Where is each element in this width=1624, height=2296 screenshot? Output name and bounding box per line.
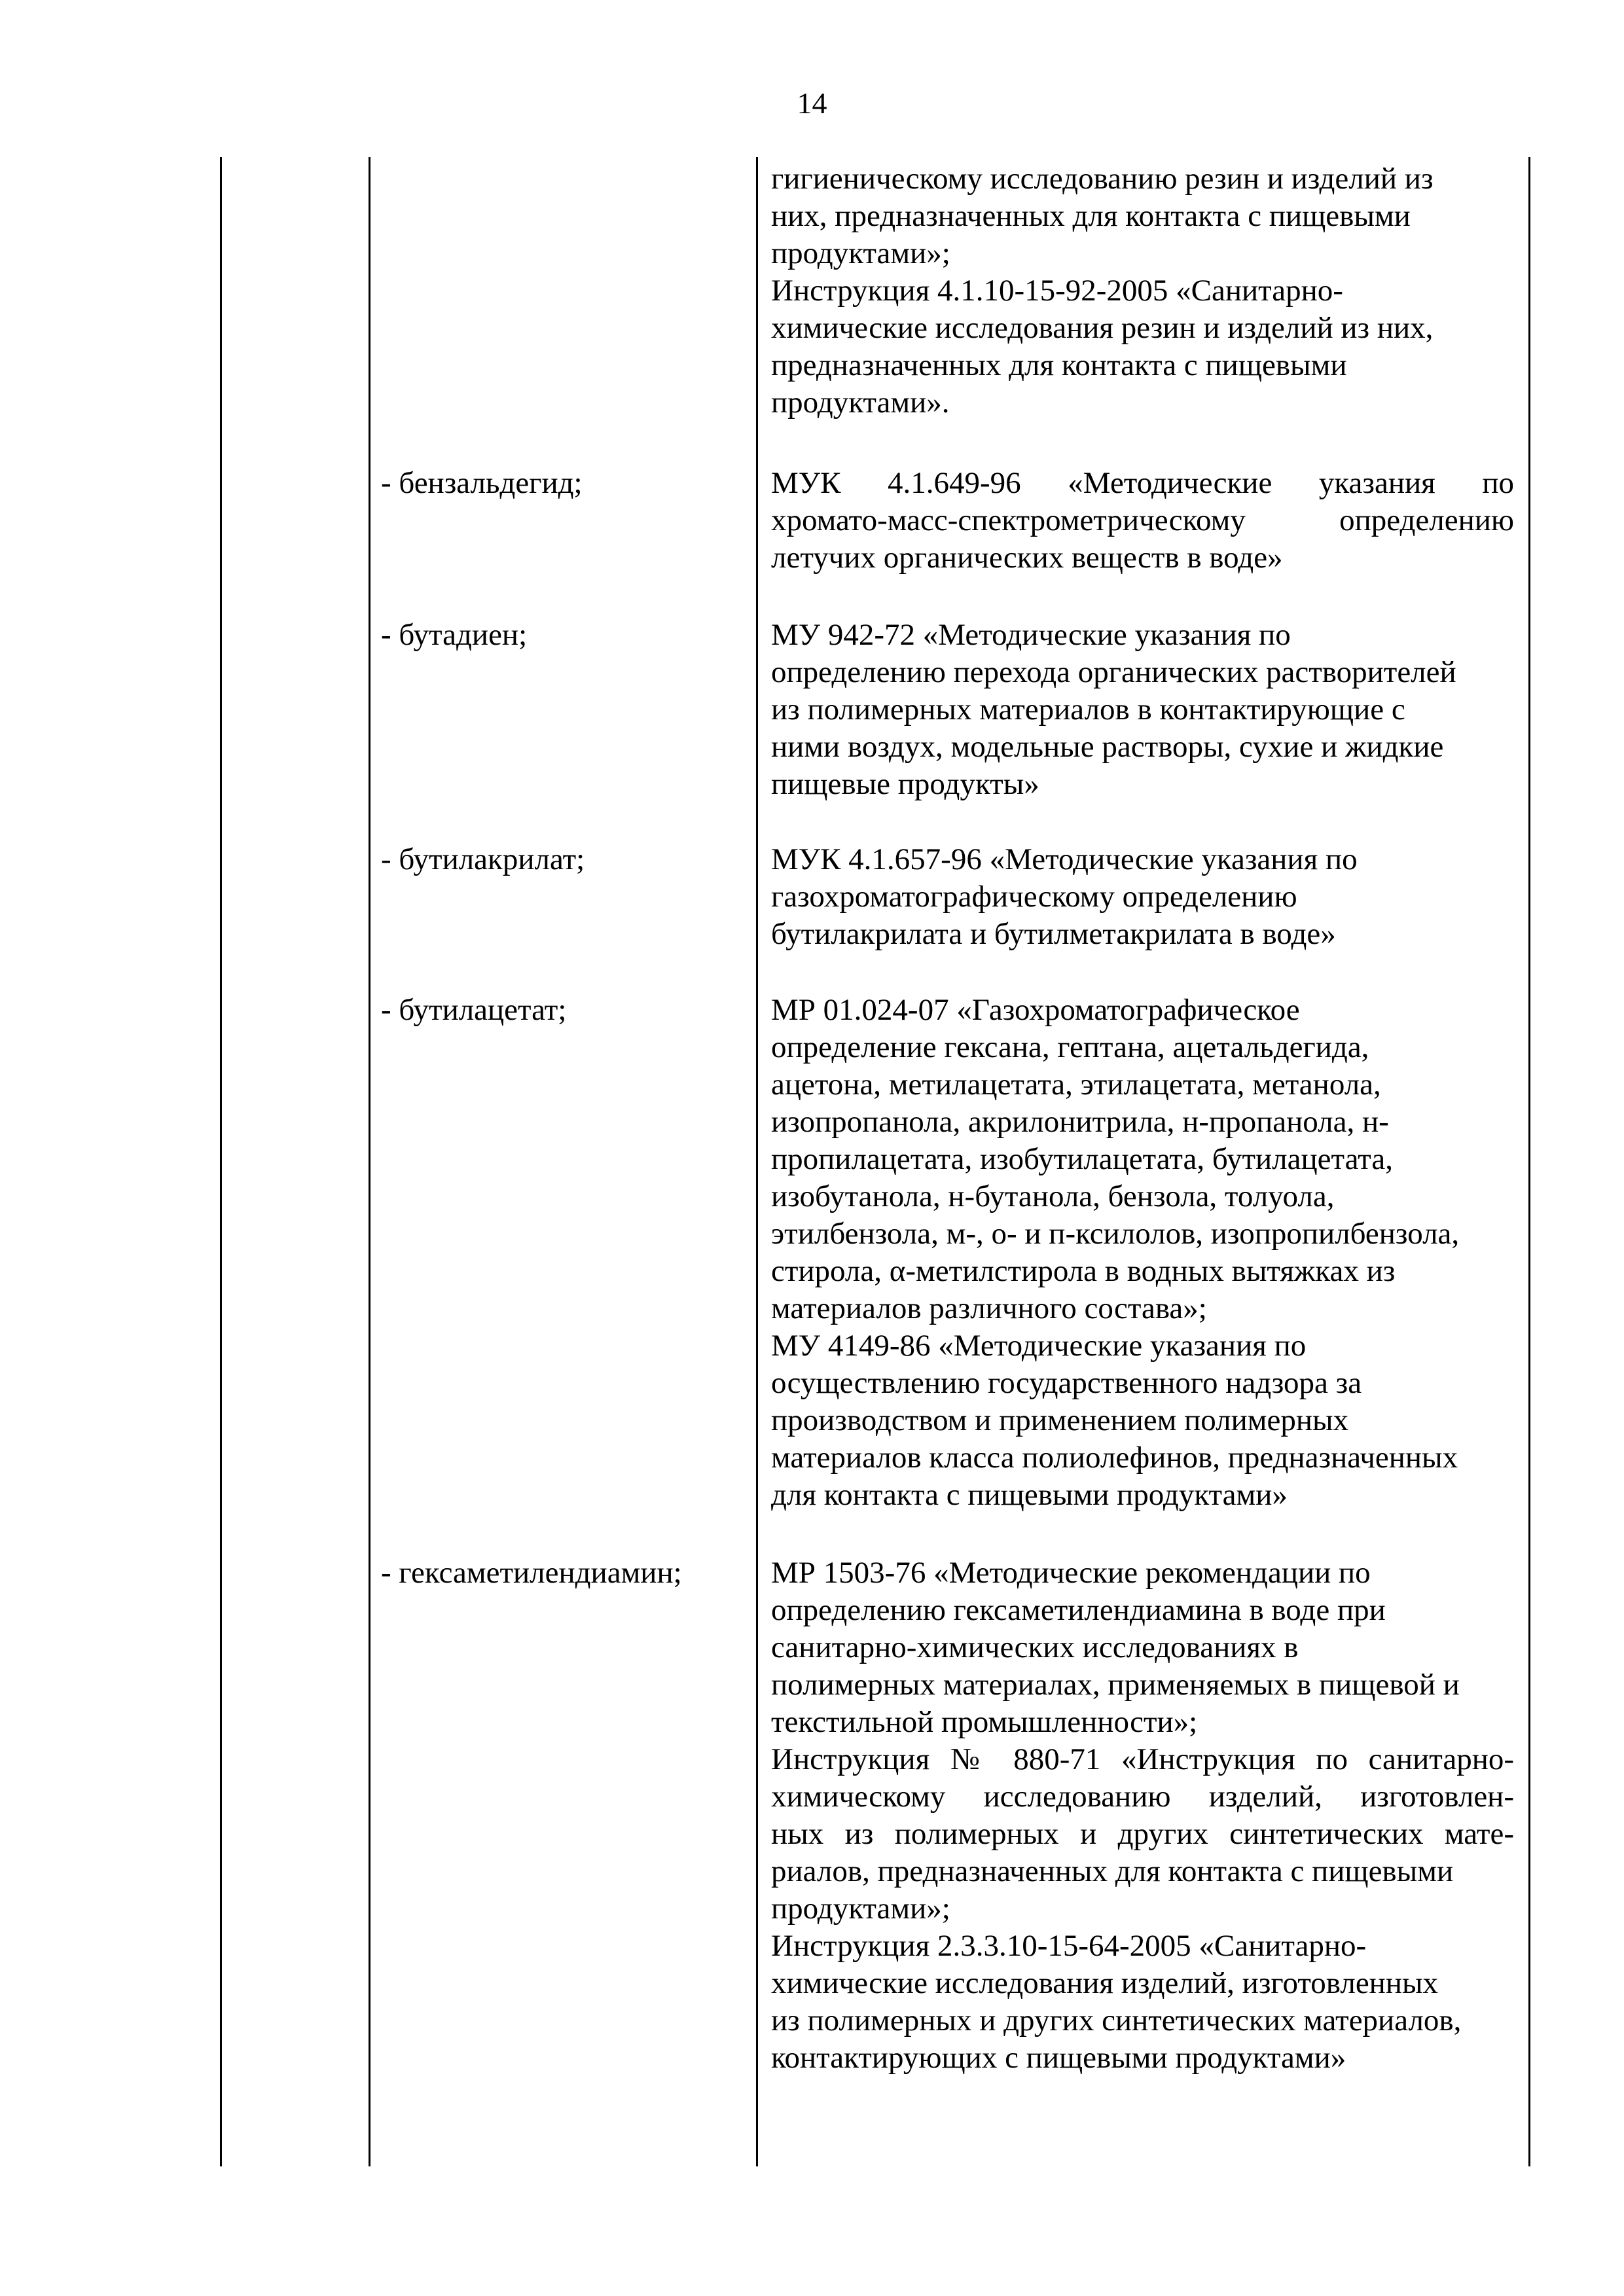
reference-line: полимерных материалах, применяемых в пищевой и bbox=[771, 1668, 1460, 1702]
reference-line: Инструкция 2.3.3.10-15-64-2005 «Санитарно- bbox=[771, 1929, 1367, 1963]
substance-butyl-acrylate: - бутилакрилат; bbox=[381, 842, 585, 876]
reference-cell-butyl-acrylate bbox=[771, 841, 1514, 953]
reference-line: санитарно-химических исследованиях в bbox=[771, 1630, 1299, 1664]
reference-line: МУ 942-72 «Методические указания по bbox=[771, 618, 1291, 652]
reference-line: МР 1503-76 «Методические рекомендации по bbox=[771, 1556, 1371, 1590]
reference-line: изобутанола, н-бутанола, бензола, толуола, bbox=[771, 1179, 1335, 1213]
table-border-right bbox=[1528, 157, 1530, 2166]
reference-cell-hexamethylenediamine bbox=[771, 1554, 1514, 2077]
reference-line: стирола, α-метилстирола в водных вытяжках из bbox=[771, 1254, 1396, 1288]
reference-line: материалов различного состава»; bbox=[771, 1291, 1207, 1325]
reference-line: ных из полимерных и других синтетических мате- bbox=[771, 1817, 1514, 1851]
reference-line: продуктами»; bbox=[771, 1892, 950, 1926]
reference-line: продуктами». bbox=[771, 386, 950, 420]
table-column-divider-1 bbox=[369, 157, 370, 2166]
reference-line: пищевые продукты» bbox=[771, 767, 1039, 801]
reference-line: МУК 4.1.657-96 «Методические указания по bbox=[771, 842, 1358, 876]
substance-benzaldehyde: - бензальдегид; bbox=[381, 466, 583, 500]
reference-line: определению перехода органических растворителей bbox=[771, 655, 1456, 689]
reference-cell-butyl-acetate bbox=[771, 992, 1514, 1514]
reference-line: для контакта с пищевыми продуктами» bbox=[771, 1478, 1288, 1512]
reference-line: газохроматографическому определению bbox=[771, 880, 1297, 914]
reference-line: производством и применением полимерных bbox=[771, 1403, 1349, 1437]
reference-line: химические исследования изделий, изготовленных bbox=[771, 1966, 1439, 2000]
reference-line: ацетона, метилацетата, этилацетата, метанола, bbox=[771, 1067, 1381, 1102]
reference-line: ними воздух, модельные растворы, сухие и жидкие bbox=[771, 730, 1444, 764]
reference-line: химические исследования резин и изделий из них, bbox=[771, 311, 1434, 345]
page-number: 14 bbox=[797, 86, 827, 120]
reference-line: МУК 4.1.649-96 «Методические указания по bbox=[771, 466, 1514, 500]
reference-line: бутилакрилата и бутилметакрилата в воде» bbox=[771, 917, 1336, 951]
substance-hexamethylenediamine: - гексаметилендиамин; bbox=[381, 1556, 682, 1590]
reference-line: хромато-масс-спектрометрическому определению bbox=[771, 503, 1514, 537]
reference-line: этилбензола, м-, о- и п-ксилолов, изопропилбензола, bbox=[771, 1217, 1460, 1251]
reference-line: Инструкция № 880-71 «Инструкция по санитарно- bbox=[771, 1742, 1514, 1776]
reference-line: определению гексаметилендиамина в воде при bbox=[771, 1593, 1386, 1627]
table-column-divider-2 bbox=[756, 157, 758, 2166]
reference-cell-butadiene bbox=[771, 617, 1514, 803]
reference-line: контактирующих с пищевыми продуктами» bbox=[771, 2041, 1346, 2075]
reference-line: изопропанола, акрилонитрила, н-пропанола, н- bbox=[771, 1105, 1389, 1139]
reference-line: Инструкция 4.1.10-15-92-2005 «Санитарно- bbox=[771, 274, 1343, 308]
reference-line: гигиеническому исследованию резин и изделий из bbox=[771, 162, 1434, 196]
table-border-left bbox=[220, 157, 222, 2166]
reference-line: летучих органических веществ в воде» bbox=[771, 541, 1283, 575]
reference-line: из полимерных и других синтетических материалов, bbox=[771, 2003, 1462, 2037]
reference-line: осуществлению государственного надзора за bbox=[771, 1366, 1362, 1400]
reference-line: МУ 4149-86 «Методические указания по bbox=[771, 1329, 1307, 1363]
reference-line: материалов класса полиолефинов, предназначенных bbox=[771, 1441, 1458, 1475]
reference-line: текстильной промышленности»; bbox=[771, 1705, 1198, 1739]
reference-line: из полимерных материалов в контактирующие с bbox=[771, 692, 1405, 726]
reference-line: пропилацетата, изобутилацетата, бутилацетата, bbox=[771, 1142, 1393, 1176]
reference-line: определение гексана, гептана, ацетальдегида, bbox=[771, 1030, 1369, 1064]
reference-line: предназначенных для контакта с пищевыми bbox=[771, 348, 1347, 382]
reference-line: продуктами»; bbox=[771, 236, 950, 270]
reference-line: химическому исследованию изделий, изготовлен- bbox=[771, 1780, 1514, 1814]
reference-cell-continuation bbox=[771, 160, 1514, 422]
substance-butyl-acetate: - бутилацетат; bbox=[381, 993, 567, 1027]
reference-cell-benzaldehyde bbox=[771, 465, 1514, 577]
substance-butadiene: - бутадиен; bbox=[381, 618, 528, 652]
reference-line: МР 01.024-07 «Газохроматографическое bbox=[771, 993, 1300, 1027]
reference-line: риалов, предназначенных для контакта с пищевыми bbox=[771, 1854, 1454, 1888]
reference-line: них, предназначенных для контакта с пищевыми bbox=[771, 199, 1411, 233]
